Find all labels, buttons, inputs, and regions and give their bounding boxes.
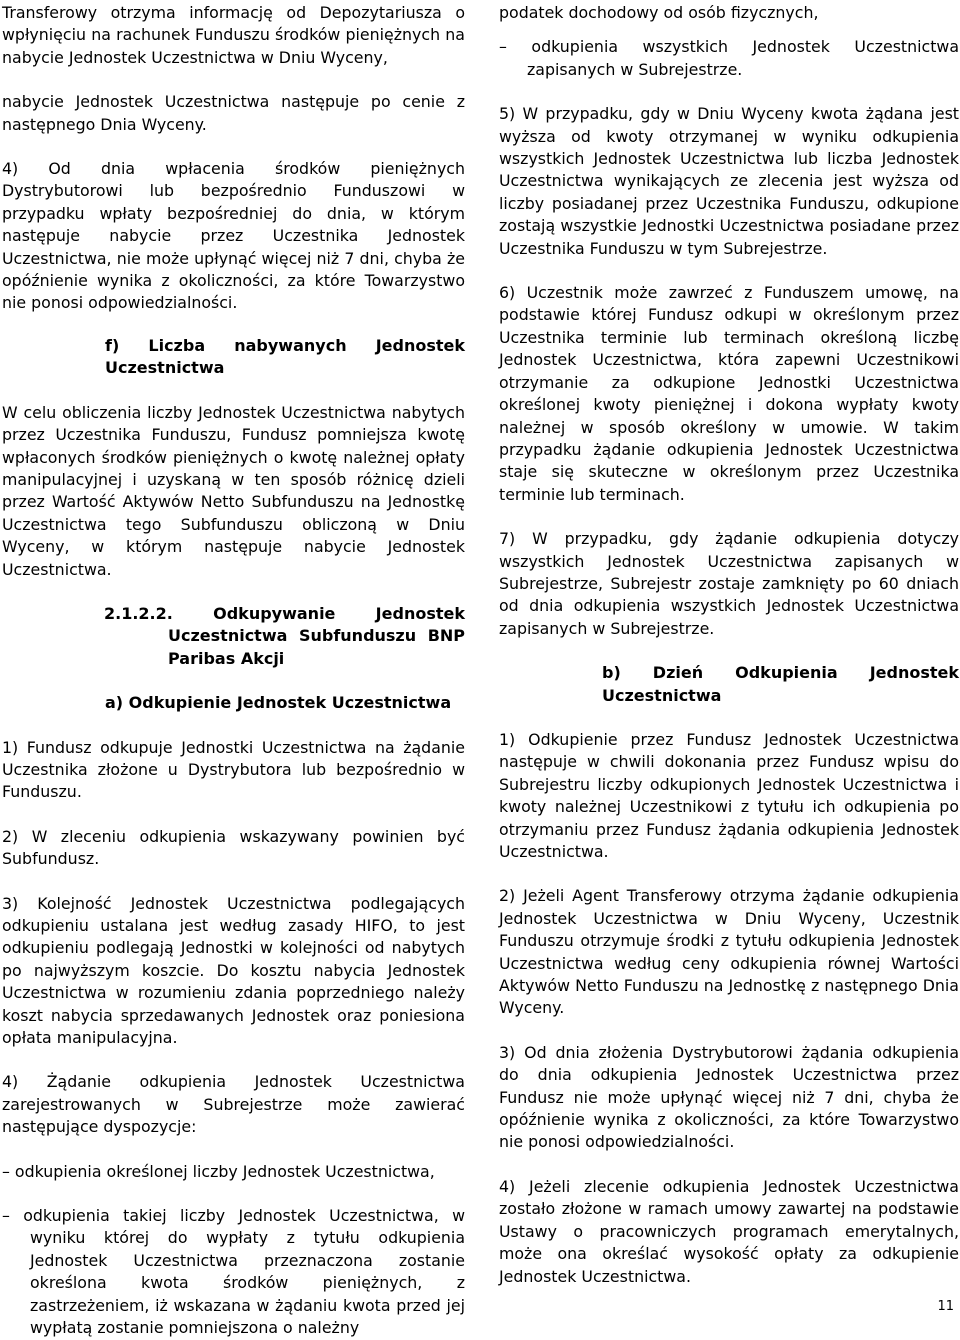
paragraph-purchase-price: nabycie Jednostek Uczestnictwa następuje po cenie z następnego Dnia Wyceny. xyxy=(2,92,465,134)
list-item-dash-1: – odkupienia określonej liczby Jednostek Uczestnictwa, xyxy=(2,1161,435,1181)
paragraph-day-2: 2) Jeżeli Agent Transferowy otrzyma żądanie odkupienia Jednostek Uczestnictwa w Dniu Wyceny, Uczestnik Funduszu otrzymuje środki z tytułu odkupienia Jednostek Uczestnictwa według ceny odkupienia równej Wartości Aktywów Netto Funduszu na Jednostkę z następnego Dnia Wyceny. xyxy=(499,886,959,1018)
paragraph-redemption-1: 1) Fundusz odkupuje Jednostki Uczestnictwa na żądanie Uczestnika złożone u Dystrybutora lub bezpośrednio w Funduszu. xyxy=(2,737,465,802)
paragraph-redemption-4: 4) Żądanie odkupienia Jednostek Uczestnictwa zarejestrowanych w Subrejestrze może zawierać następujące dyspozycje: xyxy=(2,1072,465,1137)
paragraph-continuation: Transferowy otrzyma informację od Depozytariusza o wpłynięciu na rachunek Funduszu środków pieniężnych na nabycie Jednostek Uczestnictwa w Dniu Wyceny, xyxy=(2,3,465,67)
section-heading-f: f) Liczba nabywanych Jednostek Uczestnictwa xyxy=(105,335,465,378)
paragraph-unit-calculation: W celu obliczenia liczby Jednostek Uczestnictwa nabytych przez Uczestnika Funduszu, Fundusz pomniejsza kwotę wpłaconych środków pieniężnych o kwotę należnej opłaty manipulacyjnej i uzyskaną w ten sposób różnicę dzieli przez Wartość Aktywów Netto Subfunduszu na Jednostkę Uczestnictwa tego Subfunduszu obliczoną w Dniu Wyceny, w którym następuje nabycie Jednostek Uczestnictwa. xyxy=(2,402,465,579)
page-number: 11 xyxy=(937,1299,954,1314)
paragraph-day-1: 1) Odkupienie przez Fundusz Jednostek Uczestnictwa następuje w chwili dokonania przez Fundusz wpisu do Subrejestru liczby odkupionych Jednostek Uczestnictwa i kwoty należnej Uczestnikowi z tytułu ich odkupienia po otrzymaniu przez Fundusz żądania odkupienia Jednostek Uczestnictwa. xyxy=(499,729,959,861)
paragraph-point-4: 4) Od dnia wpłacenia środków pieniężnych Dystrybutorowi lub bezpośrednio Funduszowi w przypadku wpłaty bezpośredniej do dnia, w którym następuje nabycie przez Uczestnika Jednostek Uczestnictwa, nie może upłynąć więcej niż 7 dni, chyba że opóźnienie wynika z okoliczności, za które Towarzystwo nie ponosi odpowiedzialności. xyxy=(2,159,465,313)
paragraph-day-4: 4) Jeżeli zlecenie odkupienia Jednostek Uczestnictwa zostało złożone w ramach umowy zawartej na podstawie Ustawy o pracowniczych programach emerytalnych, może ona określać wysokość opłaty za odkupienie Jednostek Uczestnictwa. xyxy=(499,1176,959,1286)
right-column xyxy=(499,0,959,1288)
section-heading-b: b) Dzień Odkupienia Jednostek Uczestnictwa xyxy=(602,663,959,705)
list-item-dash-2: – odkupienia takiej liczby Jednostek Uczestnictwa, w wyniku której do wypłaty z tytułu odkupienia Jednostek Uczestnictwa przeznaczona zostanie określona kwota środków pieniężnych, z zastrzeżeniem, iż wskazana w żądaniu kwota przed jej wypłatą zostanie pomniejszona o należny xyxy=(2,1206,465,1338)
paragraph-redemption-3: 3) Kolejność Jednostek Uczestnictwa podlegających odkupieniu ustalana jest według zasady HIFO, to jest odkupieniu podlegają Jednostki w kolejności od nabytych po najwyższym koszcie. Do kosztu nabycia Jednostek Uczestnictwa w rozumieniu zdania poprzedniego należy koszt nabycia sprzedawanych Jednostek oraz poniesiona opłata manipulacyjna. xyxy=(2,893,465,1048)
paragraph-day-3: 3) Od dnia złożenia Dystrybutorowi żądania odkupienia do dnia odkupienia Jednostek Uczestnictwa przez Fundusz nie może upłynąć więcej niż 7 dni, chyba że opóźnienie wynika z okoliczności, za które Towarzystwo nie ponosi odpowiedzialności. xyxy=(499,1042,959,1152)
subsection-number: 2.1.2.2. xyxy=(104,603,173,623)
list-item-dash-3: – odkupienia wszystkich Jednostek Uczestnictwa zapisanych w Subrejestrze. xyxy=(499,37,959,79)
paragraph-redemption-5: 5) W przypadku, gdy w Dniu Wyceny kwota żądana jest wyższa od kwoty otrzymanej w wyniku odkupienia wszystkich Jednostek Uczestnictwa lub liczba Jednostek Uczestnictwa wynikających ze zlecenia jest wyższa od liczby posiadanej przez Uczestnika Funduszu, odkupione zostają wszystkie Jednostki Uczestnictwa posiadane przez Uczestnika Funduszu w tym Subrejestrze. xyxy=(499,104,959,258)
left-column xyxy=(2,0,465,1340)
subsection-heading-2-1-2-2 xyxy=(104,603,465,670)
paragraph-continuation-right: podatek dochodowy od osób fizycznych, xyxy=(499,3,819,22)
subsection-title: Odkupywanie Jednostek Uczestnictwa Subfunduszu BNP Paribas Akcji xyxy=(168,603,465,668)
paragraph-redemption-2: 2) W zleceniu odkupienia wskazywany powinien być Subfundusz. xyxy=(2,826,465,869)
section-heading-a: a) Odkupienie Jednostek Uczestnictwa xyxy=(105,693,452,713)
paragraph-redemption-6: 6) Uczestnik może zawrzeć z Funduszem umowę, na podstawie której Fundusz odkupi w określonym przez Uczestnika terminie lub terminach określoną liczbę Jednostek Uczestnictwa, która zapewni Uczestnikowi otrzymanie za odkupione Jednostki Uczestnictwa określonej kwoty pieniężnej i dokona wypłaty kwoty należnej w sposób określony w umowie. W takim przypadku żądanie odkupienia Jednostek Uczestnictwa staje się skuteczne w określonym przez Uczestnika terminie lub terminach. xyxy=(499,283,959,504)
paragraph-redemption-7: 7) W przypadku, gdy żądanie odkupienia dotyczy wszystkich Jednostek Uczestnictwa zapisanych w Subrejestrze, Subrejestr zostaje zamknięty po 60 dniach od dnia odkupienia wszystkich Jednostek Uczestnictwa zapisanych w Subrejestrze. xyxy=(499,529,959,638)
